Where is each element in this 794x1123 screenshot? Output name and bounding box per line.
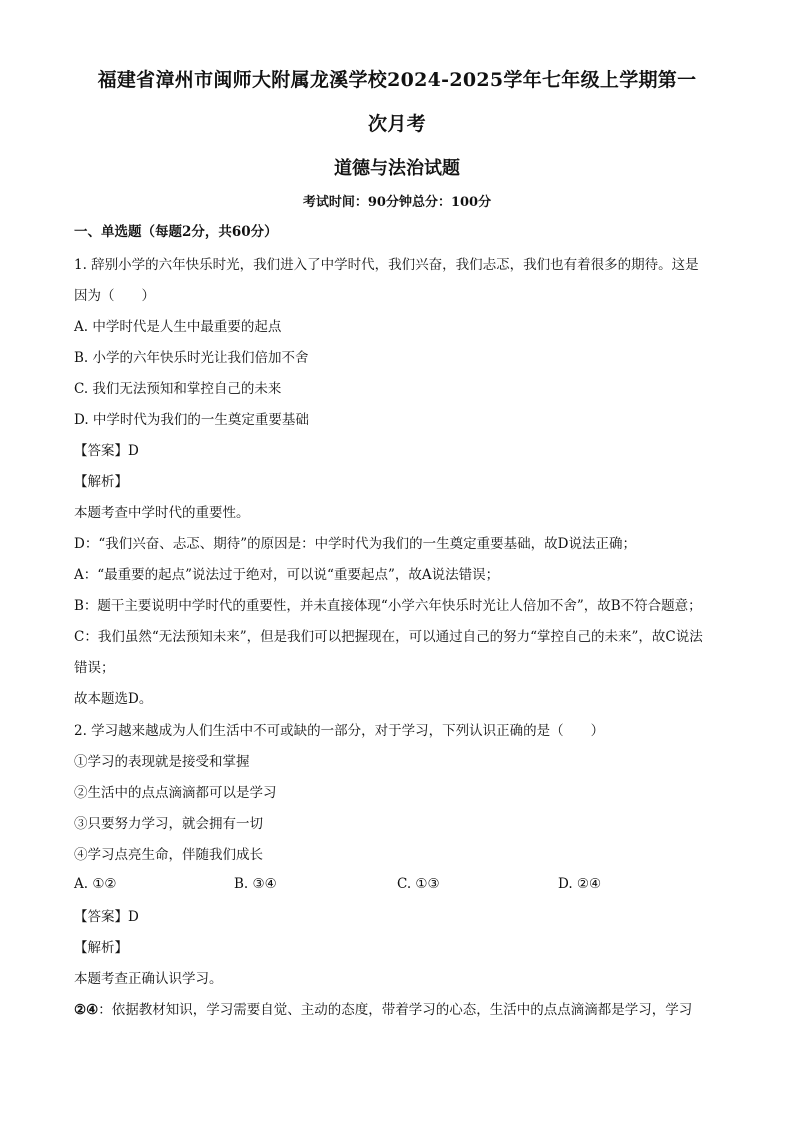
q1-analysis-line: A：“最重要的起点”说法过于绝对，可以说“重要起点”，故A说法错误；	[74, 567, 500, 583]
q1-analysis-line: 本题考查中学时代的重要性。	[74, 505, 250, 521]
exam-info: 考试时间：90分钟总分：100分	[302, 195, 492, 210]
q1-stem-line1: 1. 辞别小学的六年快乐时光，我们进入了中学时代，我们兴奋，我们忐忑，我们也有着很多的期待。这是	[74, 257, 699, 273]
q2-analysis-intro: 本题考查正确认识学习。	[74, 971, 223, 987]
q2-stem: 2. 学习越来越成为人们生活中不可或缺的一部分，对于学习，下列认识正确的是（ ）	[74, 723, 605, 739]
document-title-line2: 次月考	[368, 113, 426, 135]
q2-option-c: C. ①③	[397, 876, 440, 892]
q2-analysis-line	[74, 1000, 734, 1020]
q2-analysis-rest: ：依据教材知识，学习需要自觉、主动的态度，带着学习的心态，生活中的点点滴滴都是学习，学习	[98, 1002, 693, 1018]
section-heading: 一、单选题（每题2分，共60分）	[74, 224, 278, 240]
document-title-line1: 福建省漳州市闽师大附属龙溪学校2024-2025学年七年级上学期第一	[97, 69, 697, 91]
q1-analysis-line: 错误；	[74, 660, 115, 676]
q2-answer: 【答案】D	[74, 909, 139, 925]
q1-option-c: C. 我们无法预知和掌控自己的未来	[74, 381, 282, 397]
q2-analysis-bold: ②④	[74, 1002, 99, 1018]
q1-analysis-label: 【解析】	[74, 474, 128, 490]
q1-answer: 【答案】D	[74, 443, 139, 459]
q1-option-b: B. 小学的六年快乐时光让我们倍加不舍	[74, 350, 309, 366]
q2-option-d: D. ②④	[558, 876, 602, 892]
q2-options-row	[74, 876, 734, 896]
q2-statement-2: ②生活中的点点滴滴都可以是学习	[74, 785, 277, 801]
q2-statement-1: ①学习的表现就是接受和掌握	[74, 754, 250, 770]
q1-analysis-line: B：题干主要说明中学时代的重要性，并未直接体现“小学六年快乐时光让人倍加不舍”，故B不符合题意；	[74, 598, 702, 614]
q1-option-d: D. 中学时代为我们的一生奠定重要基础	[74, 412, 309, 428]
q1-analysis-line: C：我们虽然“无法预知未来”，但是我们可以把握现在，可以通过自己的努力“掌控自己的未来”，故C说法	[74, 629, 703, 645]
document-subtitle: 道德与法治试题	[334, 158, 460, 179]
q2-statement-3: ③只要努力学习，就会拥有一切	[74, 816, 263, 832]
q1-analysis-line: 故本题选D。	[74, 691, 153, 707]
q1-analysis-line: D：“我们兴奋、忐忑、期待”的原因是：中学时代为我们的一生奠定重要基础，故D说法正确；	[74, 536, 636, 552]
q2-statement-4: ④学习点亮生命，伴随我们成长	[74, 847, 263, 863]
q1-option-a: A. 中学时代是人生中最重要的起点	[74, 319, 282, 335]
q2-option-a: A. ①②	[74, 876, 117, 892]
q2-analysis-label: 【解析】	[74, 940, 128, 956]
q2-option-b: B. ③④	[234, 876, 277, 892]
q1-stem-line2: 因为（ ）	[74, 288, 155, 304]
